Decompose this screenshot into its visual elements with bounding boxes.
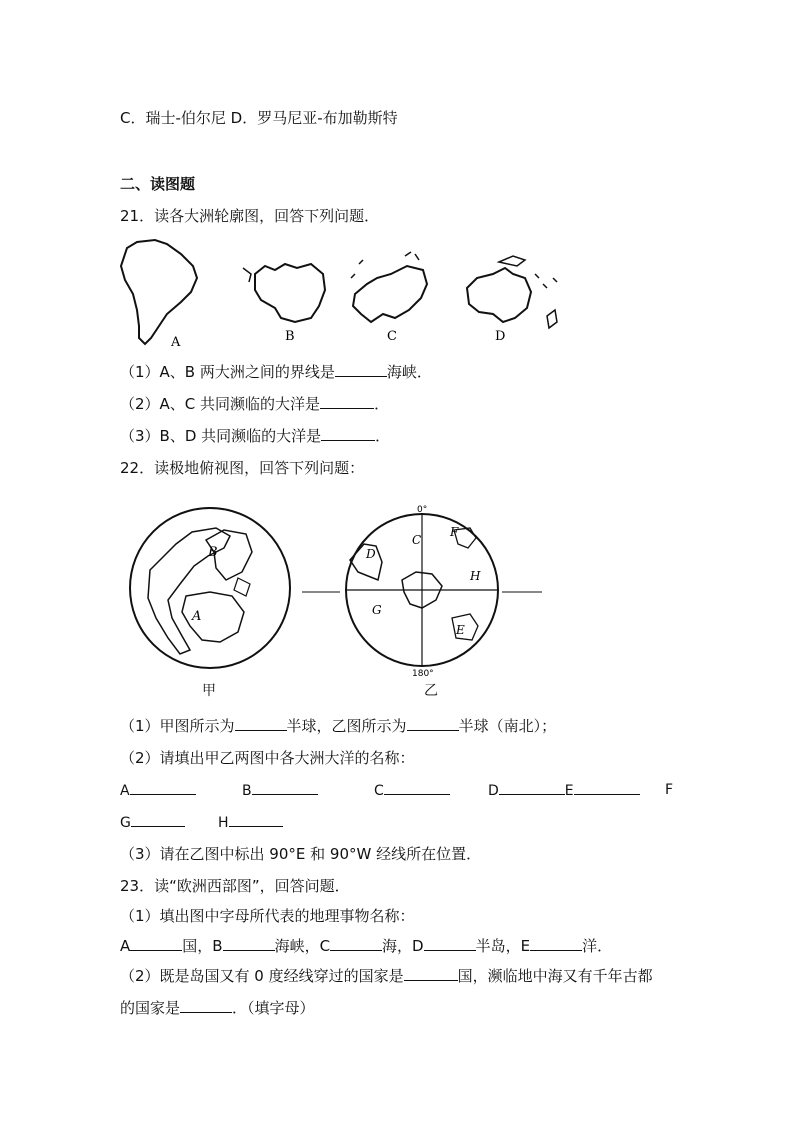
south-america-outline (121, 240, 197, 344)
fill-c: C (374, 780, 450, 801)
q23-sub2: （2）既是岛国又有 0 度经线穿过的国家是 国，濒临地中海又有千年古都 (120, 967, 653, 985)
continent-label-c: C (387, 329, 397, 344)
continent-outlines-figure (115, 234, 575, 350)
answer-blank[interactable] (235, 716, 287, 731)
jia-label-b: B (208, 545, 218, 560)
answer-blank[interactable] (320, 394, 374, 409)
answer-blank[interactable] (335, 362, 387, 377)
answer-blank[interactable] (321, 426, 375, 441)
answer-blank[interactable] (229, 812, 283, 827)
fill-d: D E (488, 780, 640, 801)
answer-blank[interactable] (131, 812, 185, 827)
jia-globe-circle (130, 508, 290, 668)
answer-blank[interactable] (180, 998, 232, 1013)
answer-blank[interactable] (223, 936, 275, 951)
fill-h: H (218, 812, 283, 833)
fig-yi-caption: 乙 (424, 683, 438, 699)
yi-bottom-degree: 180° (412, 669, 434, 679)
continent-label-a: A (171, 335, 181, 350)
q21-sub1: （1）A、B 两大洲之间的界线是 海峡． (120, 363, 432, 381)
fill-a: A (120, 780, 196, 801)
fill-g: G (120, 812, 185, 833)
q22-sub2: （2）请填出甲乙两图中各大洲大洋的名称： (120, 749, 415, 767)
section-title: 二、读图题 (120, 175, 196, 193)
q22-sub1: （1）甲图所示为 半球，乙图所示为 半球（南北）； (120, 717, 557, 735)
q22-sub3: （3）请在乙图中标出 90°E 和 90°W 经线所在位置． (120, 845, 482, 863)
australia-outline (467, 268, 531, 322)
answer-blank[interactable] (330, 936, 382, 951)
fill-f: F (665, 782, 674, 798)
continent-label-d: D (495, 329, 506, 344)
yi-label-g: G (372, 603, 382, 617)
q21-sub3: （3）B、D 共同濒临的大洋是 ． (120, 427, 391, 445)
q21-sub2: （2）A、C 共同濒临的大洋是 ． (120, 395, 390, 413)
q23-sub1: （1）填出图中字母所代表的地理事物名称： (120, 907, 415, 925)
continent-label-b: B (285, 329, 295, 344)
answer-blank[interactable] (252, 780, 318, 795)
answer-blank[interactable] (404, 966, 458, 981)
fig-jia-caption: 甲 (202, 683, 216, 699)
fill-b: B (242, 780, 318, 801)
antarctica-outline (255, 264, 325, 322)
yi-label-e: E (456, 623, 465, 637)
answer-blank[interactable] (499, 780, 565, 795)
answer-blank[interactable] (574, 780, 640, 795)
polar-view-figure (120, 500, 550, 680)
answer-blank[interactable] (384, 780, 450, 795)
yi-label-h: H (470, 569, 481, 583)
q20-options: C．瑞士-伯尔尼 D．罗马尼亚-布加勒斯特 (120, 109, 398, 127)
jia-label-a: A (192, 609, 202, 624)
q21-stem: 21．读各大洲轮廓图，回答下列问题． (120, 207, 380, 225)
answer-blank[interactable] (530, 936, 582, 951)
yi-label-f: F (450, 525, 459, 539)
q23-sub2-cont: 的国家是 ．（填字母） (120, 999, 315, 1017)
answer-blank[interactable] (424, 936, 476, 951)
answer-blank[interactable] (130, 936, 182, 951)
europe-outline (353, 266, 427, 322)
yi-top-degree: 0° (417, 505, 428, 515)
q23-fill-row: A 国，B 海峡，C 海，D 半岛，E 洋． (120, 937, 613, 955)
yi-label-c: C (412, 533, 422, 547)
answer-blank[interactable] (130, 780, 196, 795)
yi-label-d: D (366, 547, 376, 561)
q23-stem: 23．读“欧洲西部图”，回答问题． (120, 877, 350, 895)
q22-stem: 22．读极地俯视图，回答下列问题： (120, 459, 365, 477)
answer-blank[interactable] (407, 716, 459, 731)
